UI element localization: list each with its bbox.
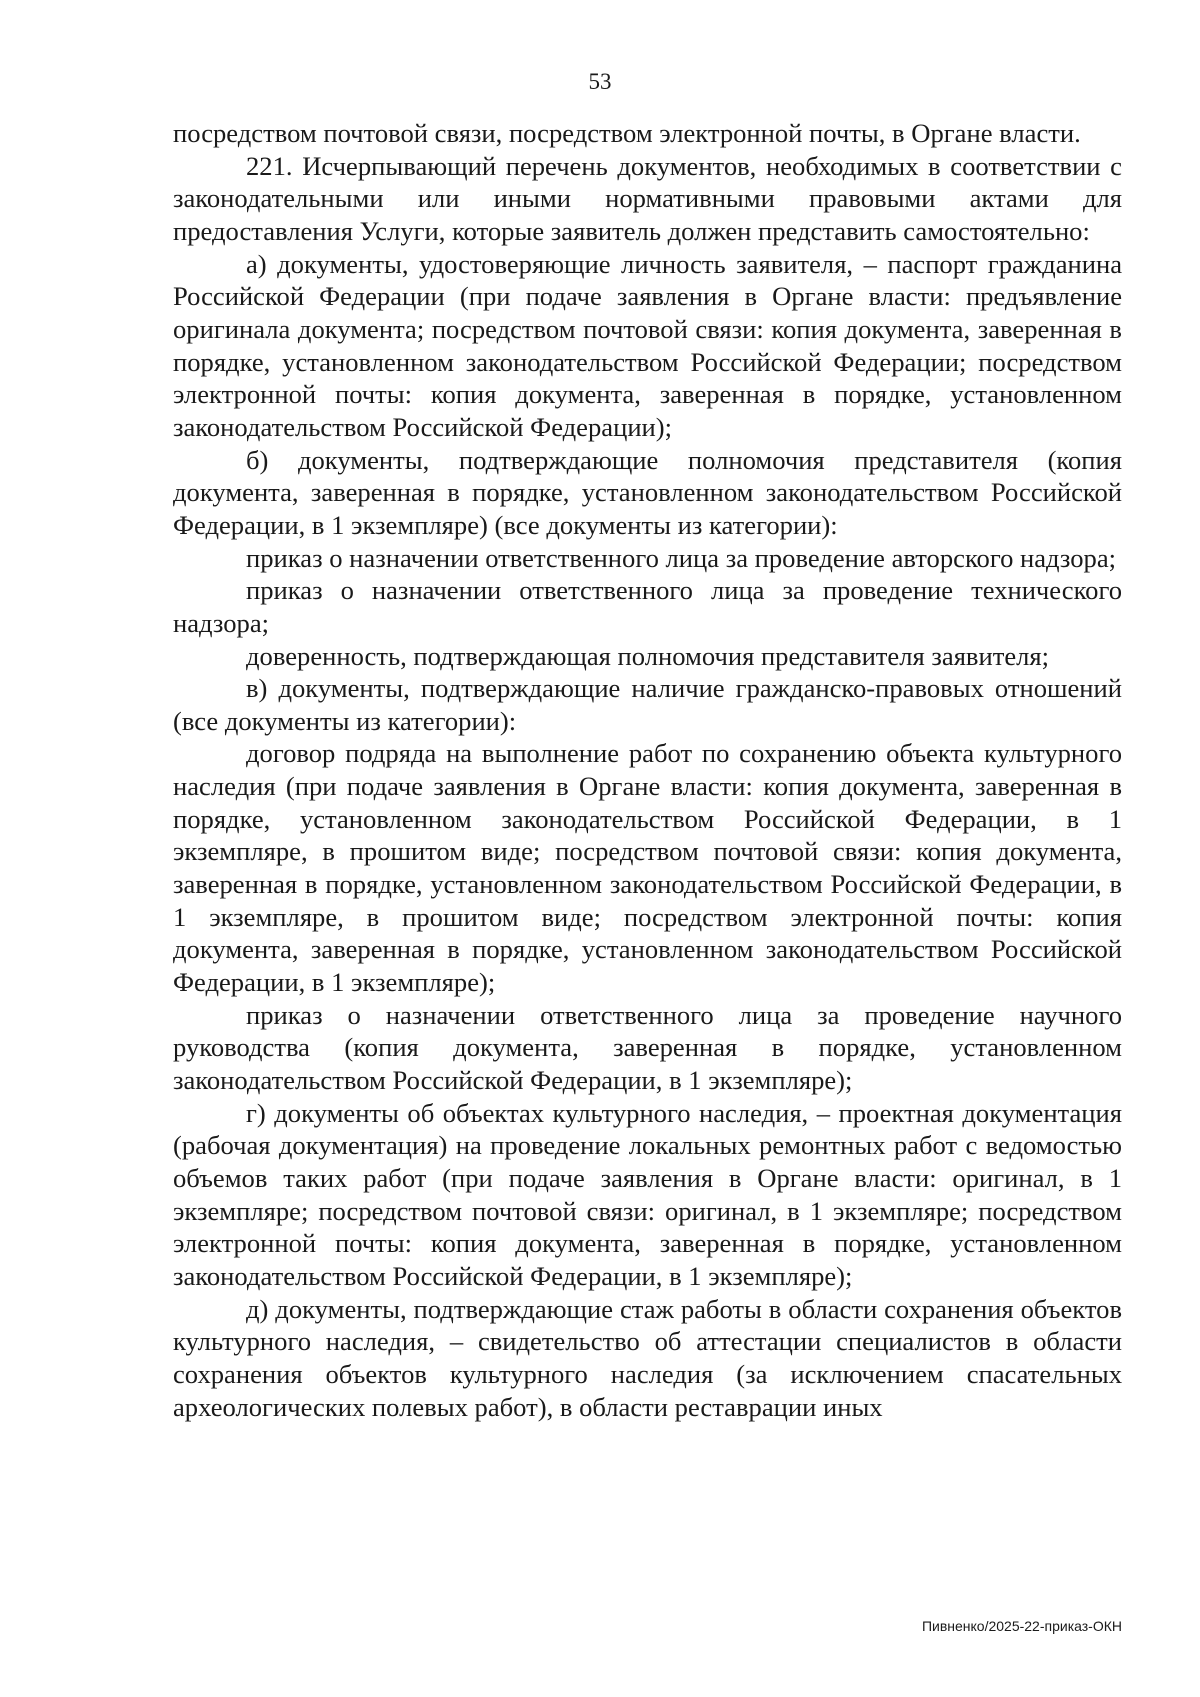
page-number: 53 bbox=[588, 69, 612, 94]
paragraph-item-a: а) документы, удостоверяющие личность заявителя, – паспорт гражданина Российской Федерации (при подаче заявления в Органе власти: предъявление оригинала документа; посредством почтовой связи: копия документа, заверенная в порядке, установленном законодательством Российской Федерации; посредством электронной почты: копия документа, заверенная в порядке, установленном законодательством Российской Федерации); bbox=[173, 248, 1122, 442]
paragraph-item-d: д) документы, подтверждающие стаж работы в области сохранения объектов культурного наследия, – свидетельство об аттестации специалистов в области сохранения объектов культурного наследия (за исключением спасательных археологических полевых работ), в области реставрации иных bbox=[173, 1293, 1122, 1422]
paragraph-sub-item: приказ о назначении ответственного лица за проведение технического надзора; bbox=[173, 575, 1122, 638]
paragraph-sub-item: приказ о назначении ответственного лица за проведение авторского надзора; bbox=[246, 542, 1117, 573]
footer-document-code: Пивненко/2025-22-приказ-ОКН bbox=[921, 1618, 1122, 1634]
paragraph-item-v: в) документы, подтверждающие наличие гражданско-правовых отношений (все документы из категории): bbox=[173, 673, 1122, 736]
paragraph-item-b: б) документы, подтверждающие полномочия представителя (копия документа, заверенная в порядке, установленном законодательством Российской Федерации, в 1 экземпляре) (все документы из категории): bbox=[173, 444, 1122, 540]
paragraph-item-g: г) документы об объектах культурного наследия, – проектная документация (рабочая документация) на проведение локальных ремонтных работ с ведомостью объемов таких работ (при подаче заявления в Органе власти: оригинал, в 1 экземпляре; посредством почтовой связи: оригинал, в 1 экземпляре; посредством электронной почты: копия документа, заверенная в порядке, установленном законодательством Российской Федерации, в 1 экземпляре); bbox=[173, 1097, 1122, 1291]
paragraph-221: 221. Исчерпывающий перечень документов, необходимых в соответствии с законодательными или иными нормативными правовыми актами для предоставления Услуги, которые заявитель должен представить самостоятельно: bbox=[173, 150, 1122, 246]
paragraph-sub-item: доверенность, подтверждающая полномочия представителя заявителя; bbox=[246, 640, 1050, 671]
paragraph-sub-item: приказ о назначении ответственного лица за проведение научного руководства (копия документа, заверенная в порядке, установленном законодательством Российской Федерации, в 1 экземпляре); bbox=[173, 999, 1122, 1096]
paragraph-continuation: посредством почтовой связи, посредством электронной почты, в Органе власти. bbox=[173, 118, 1081, 148]
paragraph-sub-item: договор подряда на выполнение работ по сохранению объекта культурного наследия (при подаче заявления в Органе власти: копия документа, заверенная в порядке, установленном законодательством Российской Федерации, в 1 экземпляре, в прошитом виде; посредством почтовой связи: копия документа, заверенная в порядке, установленном законодательством Российской Федерации, в 1 экземпляре, в прошитом виде; посредством электронной почты: копия документа, заверенная в порядке, установленном законодательством Российской Федерации, в 1 экземпляре); bbox=[173, 738, 1122, 998]
document-body bbox=[173, 117, 1122, 1423]
